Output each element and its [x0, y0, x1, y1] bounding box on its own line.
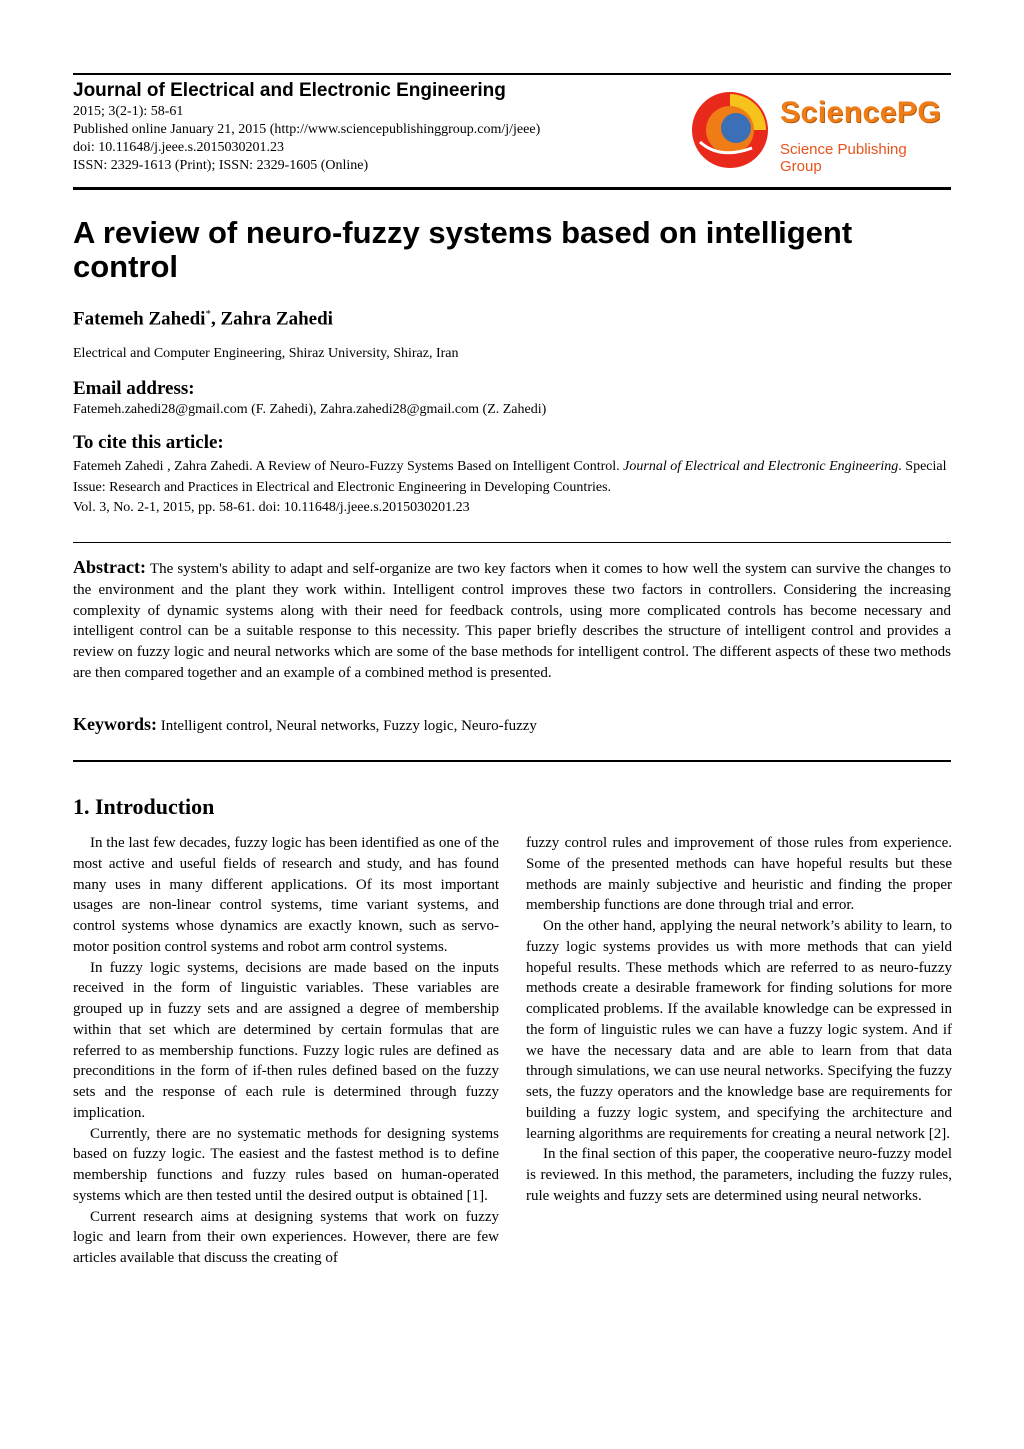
citation-authors-title: Fatemeh Zahedi , Zahra Zahedi. A Review of Neuro-Fuzzy Systems Based on Intelligent Control. [73, 459, 624, 474]
header-top-rule [73, 73, 951, 75]
journal-issn: ISSN: 2329-1613 (Print); ISSN: 2329-1605 (Online) [73, 158, 369, 173]
abstract-top-rule [73, 542, 951, 543]
body-paragraph: In the last few decades, fuzzy logic has been identified as one of the most active and useful fields of research and study, and has found many uses in many different applications. Of its most important usages are non-linear control systems, time variant systems, and control systems whose dynamics are exactly known, such as servo-motor position control systems and robot arm control systems. [73, 835, 499, 955]
body-paragraph: In fuzzy logic systems, decisions are made based on the inputs received in the form of linguistic variables. These variables are grouped up in fuzzy sets and are assigned a degree of membership within that set which are determined by certain formulas that are referred to as membership functions. Fuzzy logic rules are defined as preconditions in the form of if-then rules defined based on the fuzzy sets and the response of each rule is determined through fuzzy implication. [73, 959, 499, 1121]
publisher-logo [690, 90, 952, 175]
affiliation: Electrical and Computer Engineering, Shiraz University, Shiraz, Iran [73, 346, 459, 361]
author-name: Zahra Zahedi [220, 308, 333, 330]
abstract-text: The system's ability to adapt and self-organize are two key factors when it comes to how well the system can survive the changes to the environment and the plant they work within. Intelligent control improves these two factors in controllers. Considering the increasing complexity of dynamic systems along with their need for feedback controls, using more complicated controls has become necessary and intelligent control can be a suitable response to this necessity. This paper briefly describes the structure of intelligent control and provides a review on fuzzy logic and neural networks which are some of the base methods for intelligent control. The different aspects of these two methods are then compared together and an example of a combined method is presented. [73, 561, 951, 681]
author-name: Fatemeh Zahedi [73, 308, 206, 330]
keywords [73, 714, 537, 735]
logo-wordmark: SciencePG [780, 96, 942, 129]
citation-issue: . Special Issue: Research and Practices in Electrical and Electronic Engineering in Developing Countries. [73, 459, 947, 495]
body-column-left [73, 833, 499, 1269]
header-bottom-rule [73, 187, 951, 190]
paper-title: A review of neuro-fuzzy systems based on intelligent control [73, 215, 853, 284]
corresponding-mark: * [205, 308, 211, 320]
body-paragraph: On the other hand, applying the neural network’s ability to learn, to fuzzy logic systems provides us with more methods that can yield hopeful results. These methods which are referred to as neuro-fuzzy methods create a desirable framework for finding solutions for more complicated problems. If the available knowledge can be expressed in the form of linguistic rules we can have a fuzzy logic system. And if we have the necessary data and are able to learn from that data through simulations, we can use neural networks. Specifying the fuzzy sets, the fuzzy operators and the knowledge base are requirements for building a fuzzy logic system, and specifying the architecture and learning algorithms are requirements for creating a neural network [2]. [526, 918, 952, 1142]
sciencepg-emblem-icon [690, 90, 770, 170]
journal-name: Journal of Electrical and Electronic Engineering [73, 80, 506, 101]
citation-heading: To cite this article: [73, 432, 224, 453]
body-column-right [526, 833, 952, 1207]
citation-volume-doi: Vol. 3, No. 2-1, 2015, pp. 58-61. doi: 10.11648/j.jeee.s.2015030201.23 [73, 500, 470, 515]
author-list [73, 308, 333, 330]
section-heading-introduction: 1. Introduction [73, 794, 215, 819]
journal-header [73, 79, 673, 175]
body-paragraph: In the final section of this paper, the cooperative neuro-fuzzy model is reviewed. In this method, the parameters, including the fuzzy rules, rule weights and fuzzy sets are determined using neural networks. [526, 1146, 952, 1204]
body-paragraph: Currently, there are no systematic methods for designing systems based on fuzzy logic. The easiest and the fastest method is to define membership functions and fuzzy rules based on human-operated systems which are then tested until the desired output is obtained [1]. [73, 1125, 499, 1204]
abstract [73, 557, 951, 684]
journal-doi: doi: 10.11648/j.jeee.s.2015030201.23 [73, 140, 285, 155]
journal-volume: 2015; 3(2-1): 58-61 [73, 104, 184, 119]
body-paragraph-continued: fuzzy control rules and improvement of those rules from experience. Some of the presented methods can have hopeful results but these methods are mainly subjective and heuristic and finding the proper membership functions are done through trial and error. [526, 835, 952, 914]
logo-subtitle: Science Publishing Group [780, 141, 907, 175]
keywords-label: Keywords: [73, 714, 157, 734]
citation-journal: Journal of Electrical and Electronic Engineering [623, 459, 899, 474]
abstract-label: Abstract: [73, 557, 146, 577]
email-heading: Email address: [73, 378, 195, 399]
body-paragraph: Current research aims at designing systems that work on fuzzy logic and learn from their own experiences. However, there are few articles available that discuss the creating of [73, 1208, 499, 1266]
keywords-text: Intelligent control, Neural networks, Fuzzy logic, Neuro-fuzzy [160, 718, 537, 734]
email-addresses: Fatemeh.zahedi28@gmail.com (F. Zahedi), Zahra.zahedi28@gmail.com (Z. Zahedi) [73, 402, 547, 417]
citation-text [73, 457, 953, 519]
author-separator: , [210, 308, 221, 330]
abstract-bottom-rule [73, 760, 951, 762]
journal-published: Published online January 21, 2015 (http://www.sciencepublishinggroup.com/j/jeee) [73, 122, 541, 137]
